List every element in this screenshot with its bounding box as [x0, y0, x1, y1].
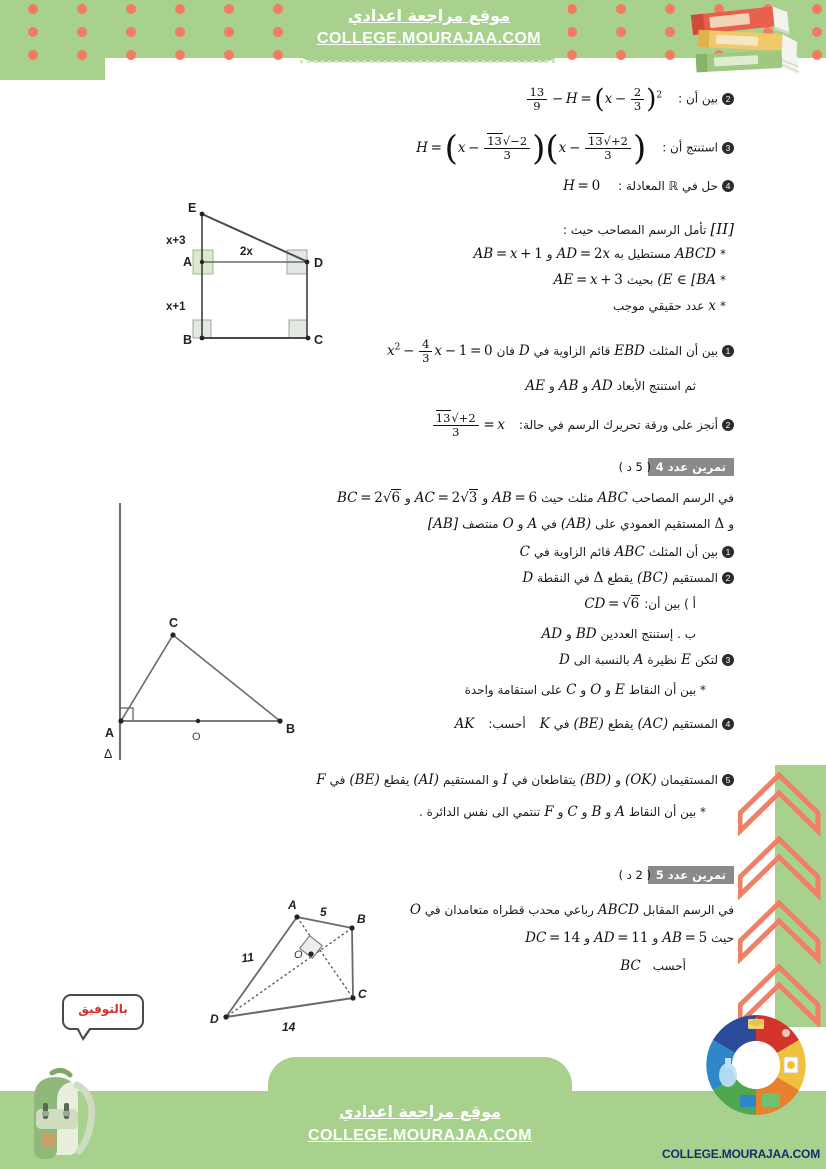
- ex5-intro-line-1: في الرسم المقابل ABCD رباعي محدب قطراه متعامدان في O: [409, 902, 734, 918]
- svg-text:C: C: [314, 333, 324, 347]
- exercise-4-duration: ( 5 د ): [618, 460, 651, 474]
- ex3-item-2-formula: H = (x − $\frac{2}{3}$ )$^2$ − $\frac{13}{9}$: [525, 91, 663, 107]
- ex4-question-5b: * بين أن النقاط A و B و C و F تنتمي الى نفس الدائرة .: [419, 804, 706, 820]
- ex5-question: أحسب BC: [620, 958, 686, 974]
- brand-title-arabic: موقع مراجعة اعدادي: [347, 6, 511, 25]
- svg-text:B: B: [286, 722, 296, 736]
- svg-text:2x: 2x: [240, 246, 253, 258]
- ex3-item-3-label: استنتج أن :: [662, 140, 719, 155]
- svg-text:5: 5: [320, 905, 327, 919]
- svg-text:D: D: [314, 256, 324, 270]
- footer-brand-plate: [268, 1057, 572, 1091]
- figure-triangle-ABC: [80, 495, 330, 770]
- ex3-given-2: * E ∈ [BA) بحيث AE = x + 3: [553, 272, 726, 288]
- ex3-item-3-formula: H = (x − $\frac{2-√13}{3}$ )(x − $\frac{2+√13}{3}$ ): [416, 128, 647, 168]
- backpack-icon: [14, 1065, 118, 1161]
- ex3-given-3: * x عدد حقيقي موجب: [612, 298, 726, 314]
- svg-text:B: B: [183, 333, 193, 347]
- svg-text:A: A: [288, 898, 297, 912]
- item-number-4: 4: [722, 180, 734, 192]
- brand-url: COLLEGE.MOURAJAA.COM: [317, 30, 541, 47]
- header-dotted-underline: [300, 60, 558, 63]
- exercise-5-tag: تمرين عدد 5: [648, 866, 734, 884]
- figure-quadrilateral-ABCD: [200, 890, 390, 1035]
- ex3-item-3: [416, 128, 734, 168]
- ex5-intro-line-2: حيث AB = 5 و AD = 11 و DC = 14: [525, 930, 734, 946]
- footer-title-arabic: موقع مراجعة اعدادي: [338, 1102, 502, 1121]
- footer-url: COLLEGE.MOURAJAA.COM: [308, 1127, 532, 1144]
- ex3-item-4-label: حل في ℝ المعادلة :: [618, 179, 719, 193]
- ex3-item-4-formula: H = 0: [563, 178, 601, 194]
- svg-text:D: D: [210, 1012, 219, 1026]
- svg-text:C: C: [169, 616, 179, 630]
- ex4-question-2: 2 المستقيم (BC) يقطع Δ في النقطة D: [522, 570, 734, 586]
- ex4-question-3b: * بين أن النقاط E و O و C على استقامة واحدة: [464, 682, 706, 698]
- svg-text:11: 11: [240, 949, 255, 966]
- svg-text:A: A: [105, 726, 115, 740]
- books-stack-icon: [676, 4, 806, 80]
- svg-text:E: E: [188, 201, 197, 215]
- exercise-4-tag: تمرين عدد 4: [648, 458, 734, 476]
- education-circle-icon: [700, 1009, 812, 1121]
- ex4-question-5: 5 المستقيمان (OK) و (BD) يتقاطعان في I و المستقيم (AI) يقطع (BE) في F: [316, 772, 734, 788]
- ex4-intro-line-1: في الرسم المصاحب ABC مثلث حيث AB = 6 و AC = 2√3 و BC = 2√6: [337, 490, 734, 506]
- svg-text:A: A: [183, 255, 193, 269]
- ex4-question-3: 3 لتكن E نظيرة A بالنسبة الى D: [559, 652, 734, 668]
- ex3-item-4: [563, 178, 734, 194]
- ex4-question-4: 4 المستقيم (AC) يقطع (BE) في K أحسب: AK: [455, 716, 734, 732]
- svg-text:x+3: x+3: [166, 235, 186, 247]
- bubble-tail-inner: [78, 1027, 90, 1037]
- good-luck-text: بالتوفيق: [78, 1002, 128, 1016]
- svg-text:Δ: Δ: [104, 747, 113, 761]
- svg-text:B: B: [357, 912, 366, 926]
- ex4-question-2a: أ ) بين أن: CD = √6: [584, 596, 696, 612]
- svg-text:O: O: [294, 949, 303, 961]
- ex3-item-2-label: بين أن :: [678, 91, 719, 106]
- exercise-5-duration: ( 2 د ): [618, 868, 651, 882]
- figure-rectangle-ABCD: [80, 192, 330, 372]
- ex3-question-1b: ثم استنتج الأبعاد AD و AB و AE: [525, 378, 696, 394]
- ex4-intro-line-2: و Δ المستقيم العمودي على (AB) في A و O منتصف [AB]: [427, 516, 734, 532]
- ex3-question-2: 2 أنجز على ورقة تحريرك الرسم في حالة: x = $\frac{2+√13}{3}$: [431, 412, 734, 439]
- item-number-2: 2: [722, 93, 734, 105]
- item-number-3: 3: [722, 142, 734, 154]
- ex4-question-2b: ب . إستنتج العددين BD و AD: [541, 626, 696, 642]
- ex3-question-1: 1 بين أن المثلث EBD قائم الزاوية في D فان $x^2$ − $\frac{4}{3}$ x − 1 = 0: [387, 338, 734, 365]
- item-number-1: 1: [722, 345, 734, 357]
- svg-text:14: 14: [282, 1020, 296, 1034]
- ex4-question-1: 1 بين أن المثلث ABC قائم الزاوية في C: [520, 544, 734, 560]
- svg-text:x+1: x+1: [166, 301, 186, 313]
- ex3-given-1: * ABCD مستطيل به AD = 2x و AB = x + 1: [473, 246, 726, 262]
- ex3-item-2: [525, 84, 734, 114]
- item-number-2b: 2: [722, 419, 734, 431]
- svg-text:C: C: [358, 987, 367, 1001]
- footer-watermark: COLLEGE.MOURAJAA.COM: [661, 1147, 820, 1161]
- svg-text:O: O: [192, 731, 201, 743]
- ex3-part2-title: [II] تأمل الرسم المصاحب حيث :: [562, 220, 734, 238]
